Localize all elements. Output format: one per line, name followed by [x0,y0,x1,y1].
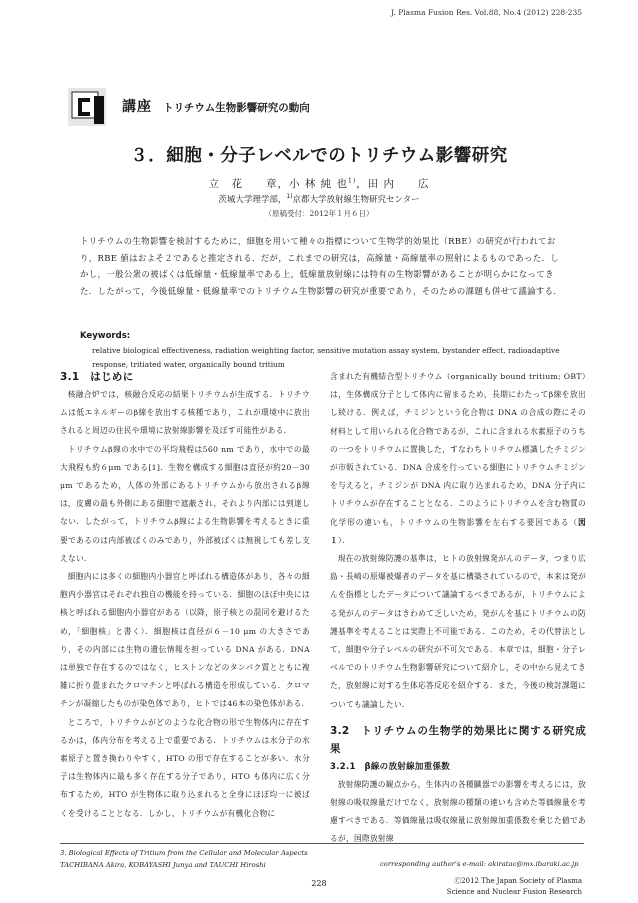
paragraph: ところで，トリチウムがどのような化合物の形で生物体内に存在するかは，体内分布を考える上で重要である．トリチウムは水分子の水素原子と置き換わりやすく，HTO の形で存在することが多い．水分子は生物体内に最も多く存在する分子であり，HTO も体内に広く分布するため，HTO が生物体に取り込まれると全身にほぼ均一に被ばくを受けることとなる．しかし，トリチウムが有機化合物に [60,717,310,818]
keywords: relative biological effectiveness, radiation weighting factor, sensitive mutation assay system, bystander effect, radioadaptive response, tritiated water, organically bound tritium [92,346,560,369]
footer-divider [60,843,584,844]
affil-mark: 1) [286,193,293,201]
authors-part-2: ，田 内 広 [356,178,430,190]
paragraph [330,368,586,550]
affiliations [0,193,638,205]
authors-part-1: 立 花 章，小 林 純 也 [208,178,348,190]
received-date: （原稿受付：2012年１月６日） [264,209,374,218]
affil-part-1: 茨城大学理学部， [218,195,287,205]
abstract: トリチウムの生物影響を検討するために，細胞を用いて種々の指標について生物学的効果比（RBE）の研究が行われており，RBE 値はおよそ２であると推定される．だが，これまでの研究は，高線量・高線量率の照射によるものであった．しかし，一般公衆の被ばくは低線量・低線量率である上，低線量放射線には特有の生物影響があることが明らかになってきた．したがって，今後低線量・低線量率でのトリチウム生物影響の研究が重要であり，そのための課題も併せて議論する． [80,236,563,296]
keywords-label: Keywords: [80,331,131,341]
page-number: 228 [311,879,327,888]
journal-citation: J. Plasma Fusion Res. Vol.88, No.4 (2012) 228‐235 [391,8,582,17]
lecture-logo-icon [68,88,106,126]
copyright-line-1: Ⓒ2012 The Japan Society of Plasma [454,877,582,885]
authors [0,176,638,191]
paragraph: トリチウムβ線の水中での平均飛程は560 nm であり，水中での最大飛程も約６μm である[1]．生物を構成する細胞は直径が約20－30 μm であるため，人体の外部にあるトリチウムから放出されるβ線は，皮膚の最も外側にある細胞で遮蔽され，それより内部には到達しない．したがって，トリチウムβ線による生物影響を考えるときに重要であるのは内部被ばくのみであり，外部被ばくは無視しても差し支えない． [60,444,310,563]
series-header [122,96,310,116]
paragraph-text: ）． [338,535,351,545]
subsection-heading-3-2-1: 3.2.1 β線の放射線加重係数 [330,761,451,772]
english-title: 3. Biological Effects of Tritium from the Cellular and Molecular Aspects [60,849,308,857]
affil-part-2: 京都大学放射線生物研究センター [292,195,420,205]
english-title-footnote [60,847,308,871]
article-title: ３．細胞・分子レベルでのトリチウム影響研究 [130,146,508,166]
paragraph: 現在の放射線防護の基準は，ヒトの放射線発がんのデータ，つまり広島・長崎の原爆被爆者のデータを基に構築されているので，本来は発がんを指標としたデータについて議論するべきであるが，トリチウムによる発がんのデータはきわめて乏しいため，発がんを基にトリチウムの防護基準を考えることは実際上不可能である．このため，その代替法として，細胞や分子レベルの研究が不可欠である．本章では，細胞・分子レベルでのトリチウム生物影響研究について紹介し，その中から見えてきた，放射線に対する生体応答反応を紹介する．また，今後の検討課題についても議論したい． [330,554,586,709]
left-column [60,368,310,823]
corresponding-email: corresponding author's e-mail: akiratac@mx.ibaraki.ac.jp [380,860,579,868]
section-heading-3-1: 3.1 はじめに [60,371,134,383]
authors-affil-mark: 1) [348,177,357,185]
paragraph-text: 含まれた有機結合型トリチウム（organically bound tritium; OBT）は，生体構成分子として体内に留まるため，長期にわたってβ線を放出し続ける．例えば，チミジンという化合物は DNA の合成の際にその材料として用いられる化合物であるが，これに含まれる水素原子のうちの一つをトリチウムに置換した，すなわちトリチウム標識したチミジンが市販されている．DNA 合成を行っている細胞にトリチウムチミジンを与えると，チミジンが DNA 内に取り込まれるため，DNA 分子内にトリチウムが存在することとなる．このようにトリチウムを含む物質の化学形の違いも，トリチウムの生物影響を左右する要因である（ [330,372,586,527]
paragraph: 核融合炉では，核融合反応の結果トリチウムが生成する．トリチウムは低エネルギーのβ線を放出する核種であり，これが環境中に放出されると周辺の住民や環境に放射線影響を及ぼす可能性がある． [60,390,310,436]
section-heading-3-2: 3.2 トリチウムの生物学的効果比に関する研究成果 [330,724,586,755]
copyright-line-2: Science and Nuclear Fusion Research [446,888,582,896]
paragraph: 放射線防護の観点から，生体内の各種臓器での影響を考えるには，放射線の吸収線量だけでなく，放射線の種類の違いも含めた等価線量を考慮すべきである．等価線量は吸収線量に放射線加重係数を乗じた値であるが，国際放射線 [330,779,586,844]
figure-reference-link[interactable]: 図１ [330,517,586,545]
lecture-label: 講座 [122,99,152,115]
paragraph: 細胞内には多くの細胞内小器官と呼ばれる構造体があり，各々の細胞内小器官はそれぞれ独自の機能を持っている．細胞のほぼ中央には核と呼ばれる細胞内小器官がある（以降，原子核との混同を避けるため，「細胞核」と書く）．細胞核は直径が６－10 μm の大きさであり，その内部には生物の遺伝情報を担っている DNA がある．DNA は単独で存在するのではなく，ヒストンなどのタンパク質とともに複雑に折り畳まれたクロマチンと呼ばれる構造を形成している．クロマチンが凝縮したものが染色体であり，ヒトでは46本の染色体がある． [60,572,310,709]
right-column [330,368,586,849]
english-authors: TACHIBANA Akira, KOBAYASHI Junya and TAUCHI Hiroshi [60,861,266,869]
copyright [447,876,582,898]
series-title: トリチウム生物影響研究の動向 [163,102,310,114]
